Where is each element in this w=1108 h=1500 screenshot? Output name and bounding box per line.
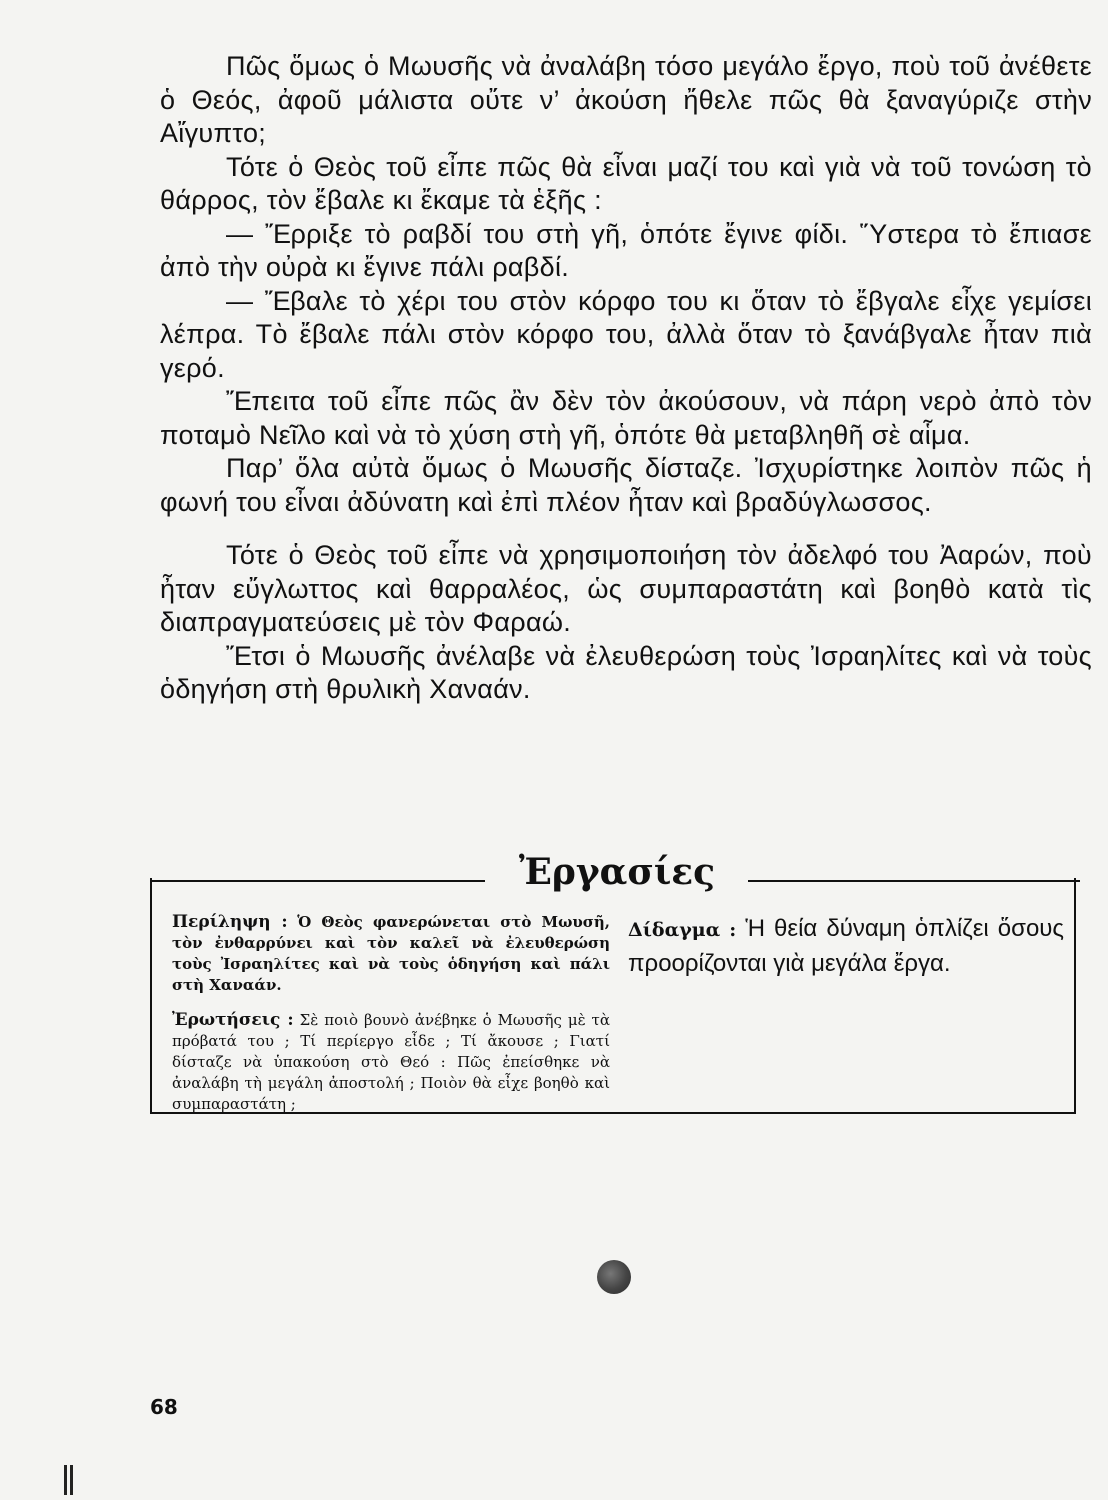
summary-text: Ὁ Θεὸς φανερώνεται στὸ Μωυσῆ, τὸν ἐνθαρρύνει καὶ τὸν καλεῖ νὰ ἐλευθερώση τοὺς Ἰσραηλίτες καὶ νὰ τοὺς ὁδηγήση καὶ πάλι στὴ Χαναάν. [172,913,610,994]
exercises-left-column [172,912,610,1115]
lesson-text: Ἡ θεία δύναμη ὁπλίζει ὅσους προορίζονται γιὰ μεγάλα ἔργα. [628,915,1064,977]
paragraph: Ἔτσι ὁ Μωυσῆς ἀνέλαβε νὰ ἐλευθερώση τοὺς Ἰσραηλίτες καὶ νὰ τοὺς ὁδηγήση στὴ θρυλικὴ Χαναάν. [160,640,1092,704]
ornament-dot [597,1260,631,1294]
paragraph: Τότε ὁ Θεὸς τοῦ εἶπε πῶς θὰ εἶναι μαζί του καὶ γιὰ νὰ τοῦ τονώση τὸ θάρρος, τὸν ἔβαλε κι ἔκαμε τὰ ἑξῆς : [160,151,1092,215]
dialog-line: — Ἔρριξε τὸ ραβδί του στὴ γῆ, ὁπότε ἔγινε φίδι. Ὕστερα τὸ ἔπιασε ἀπὸ τὴν οὐρὰ κι ἔγινε πάλι ραβδί. [160,218,1092,282]
summary-block [172,912,610,996]
exercises-box [150,878,1076,1114]
paragraph: Πῶς ὅμως ὁ Μωυσῆς νὰ ἀναλάβη τόσο μεγάλο ἔργο, ποὺ τοῦ ἀνέθετε ὁ Θεός, ἀφοῦ μάλιστα οὔτε ν’ ἀκούση ἤθελε πῶς θὰ ξαναγύριζε στὴν Αἴγυπτο; [160,51,1092,148]
questions-block [172,1010,610,1115]
summary-label: Περίληψη : [172,912,288,932]
paragraph: Τότε ὁ Θεὸς τοῦ εἶπε νὰ χρησιμοποιήση τὸν ἀδελφό του Ἀαρών, ποὺ ἦταν εὔγλωττος καὶ θαρραλέος, ὡς συμπαραστάτη καὶ βοηθὸ κατὰ τὶς διαπραγματεύσεις μὲ τὸν Φαραώ. [160,540,1092,637]
questions-text: Σὲ ποιὸ βουνὸ ἀνέβηκε ὁ Μωυσῆς μὲ τὰ πρόβατά του ; Τί περίεργο εἶδε ; Τί ἄκουσε ; Γιατί δίσταζε νὰ ὑπακούση στὸ Θεό : Πῶς ἐπείσθηκε νὰ ἀναλάβη τὴ μεγάλη ἀποστολή ; Ποιὸν θὰ εἶχε βοηθὸ καὶ συμπαραστάτη ; [172,1011,610,1113]
lesson-label: Δίδαγμα : [628,919,737,941]
exercises-right-column [628,912,1064,980]
lesson-block [628,912,1064,980]
questions-label: Ἐρωτήσεις : [172,1010,294,1030]
dialog-line: — Ἔβαλε τὸ χέρι του στὸν κόρφο του κι ὅταν τὸ ἔβγαλε εἶχε γεμίσει λέπρα. Τὸ ἔβαλε πάλι στὸν κόρφο του, ἀλλὰ ὅταν τὸ ξανάβγαλε ἦταν πιὰ γερό. [160,285,1092,383]
exercises-title: Ἐργασίες [518,851,716,893]
paragraph: Παρ’ ὅλα αὐτὰ ὅμως ὁ Μωυσῆς δίσταζε. Ἰσχυρίστηκε λοιπὸν πῶς ἡ φωνή του εἶναι ἀδύνατη καὶ ἐπὶ πλέον ἦταν καὶ βραδύγλωσσος. [160,453,1092,517]
story-text [160,50,1092,707]
margin-mark [64,1465,74,1495]
paragraph: Ἔπειτα τοῦ εἶπε πῶς ἂν δὲν τὸν ἀκούσουν, νὰ πάρη νερὸ ἀπὸ τὸν ποταμὸ Νεῖλο καὶ νὰ τὸ χύση στὴ γῆ, ὁπότε θὰ μεταβληθῆ σὲ αἷμα. [160,386,1092,450]
page-number: 68 [150,1395,178,1419]
